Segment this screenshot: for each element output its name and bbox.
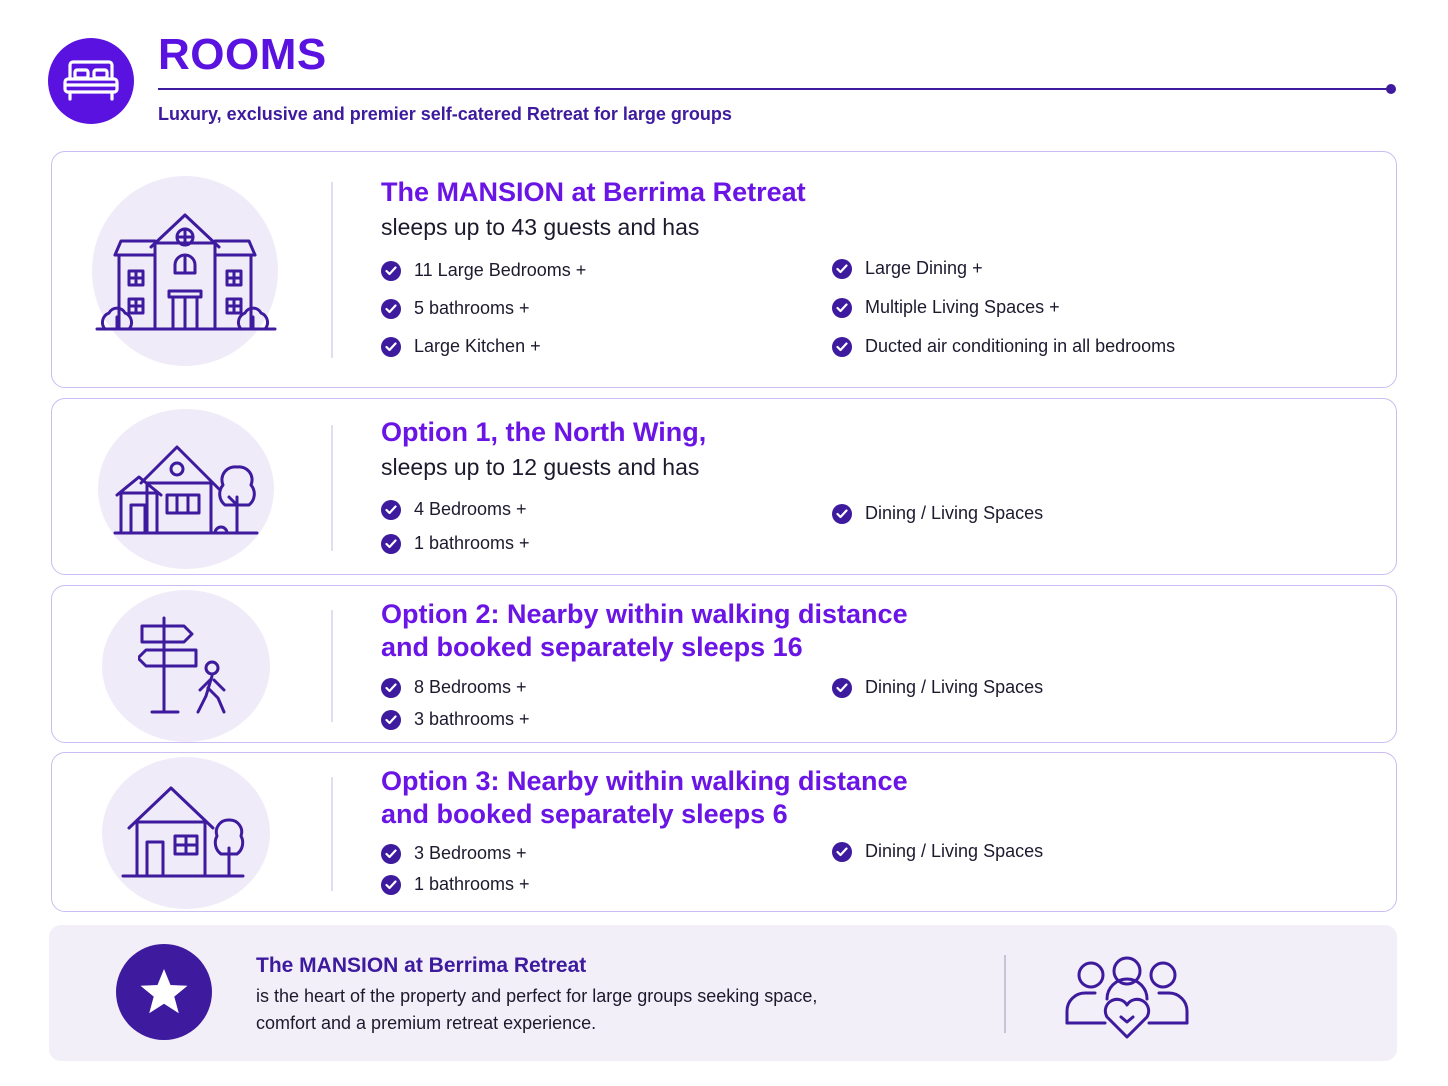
star-icon [138,967,190,1017]
check-icon [832,337,852,357]
card-title-line-2: and booked separately sleeps 16 [381,632,803,662]
group-heart-icon [1061,955,1193,1039]
check-icon [381,337,401,357]
card-divider [331,182,333,358]
feature-item [832,841,1043,862]
feature-label: 5 bathrooms + [414,298,530,318]
check-icon [381,261,401,281]
feature-label: 3 bathrooms + [414,709,530,729]
check-icon [832,298,852,318]
footer-body [256,983,956,1037]
feature-label: Dining / Living Spaces [865,677,1044,697]
card-title-line-1: Option 2: Nearby within walking distance [381,599,908,629]
check-icon [381,500,401,520]
house-with-tree-icon [111,439,261,539]
check-icon [381,844,401,864]
feature-item [832,258,983,279]
title-rule-dot [1386,84,1396,94]
header-bed-badge [48,38,134,124]
feature-label: 1 bathrooms + [414,874,530,894]
title-rule [158,88,1390,90]
page-subtitle: Luxury, exclusive and premier self-catered Retreat for large groups [158,104,732,124]
check-icon [381,875,401,895]
feature-item [381,677,527,698]
card-icon-circle [92,176,278,366]
feature-item [381,843,527,864]
feature-item [832,336,1175,357]
feature-label: 3 Bedrooms + [414,843,527,863]
feature-label: 4 Bedrooms + [414,499,527,519]
check-icon [381,299,401,319]
card-title: The MANSION at Berrima Retreat [381,177,806,207]
feature-item [381,499,527,520]
feature-item [381,336,541,357]
signpost-walking-icon [138,614,234,718]
card-option-3 [51,752,1397,912]
feature-label: Dining / Living Spaces [865,841,1044,861]
feature-item [381,533,530,554]
mansion-icon [93,207,277,335]
card-divider [331,610,333,722]
check-icon [381,710,401,730]
footer-group-badge [1061,955,1193,1044]
feature-item [832,503,1043,524]
page-title: ROOMS [158,30,327,79]
card-title: Option 1, the North Wing, [381,417,707,447]
footer-star-badge [116,944,212,1040]
small-house-icon [121,784,251,882]
card-icon-circle [102,757,270,909]
card-mansion [51,151,1397,388]
feature-label: 1 bathrooms + [414,533,530,553]
check-icon [381,534,401,554]
feature-item [832,677,1043,698]
feature-item [832,297,1060,318]
footer-highlight [49,925,1397,1061]
feature-item [381,874,530,895]
card-icon-circle [98,409,274,569]
card-divider [331,425,333,551]
feature-item [381,298,530,319]
feature-item [381,260,586,281]
footer-body-line-2: comfort and a premium retreat experience. [256,1013,597,1033]
card-option-2 [51,585,1397,743]
feature-label: Large Kitchen + [414,336,541,356]
footer-body-line-1: is the heart of the property and perfect for large groups seeking space, [256,986,818,1006]
check-icon [832,842,852,862]
card-title-line-2: and booked separately sleeps 6 [381,799,788,829]
card-north-wing [51,398,1397,575]
bed-icon [62,57,120,105]
card-subtitle: sleeps up to 12 guests and has [381,454,700,480]
footer-divider [1004,955,1006,1033]
feature-label: 11 Large Bedrooms + [414,260,587,280]
feature-label: Multiple Living Spaces + [865,297,1060,317]
feature-label: Large Dining + [865,258,983,278]
card-subtitle: sleeps up to 43 guests and has [381,214,700,240]
feature-label: 8 Bedrooms + [414,677,527,697]
feature-item [381,709,530,730]
footer-title: The MANSION at Berrima Retreat [256,954,587,977]
check-icon [832,259,852,279]
card-title-line-1: Option 3: Nearby within walking distance [381,766,908,796]
card-divider [331,777,333,891]
card-icon-circle [102,590,270,742]
check-icon [832,504,852,524]
check-icon [381,678,401,698]
feature-label: Dining / Living Spaces [865,503,1044,523]
feature-label: Ducted air conditioning in all bedrooms [865,336,1176,356]
check-icon [832,678,852,698]
